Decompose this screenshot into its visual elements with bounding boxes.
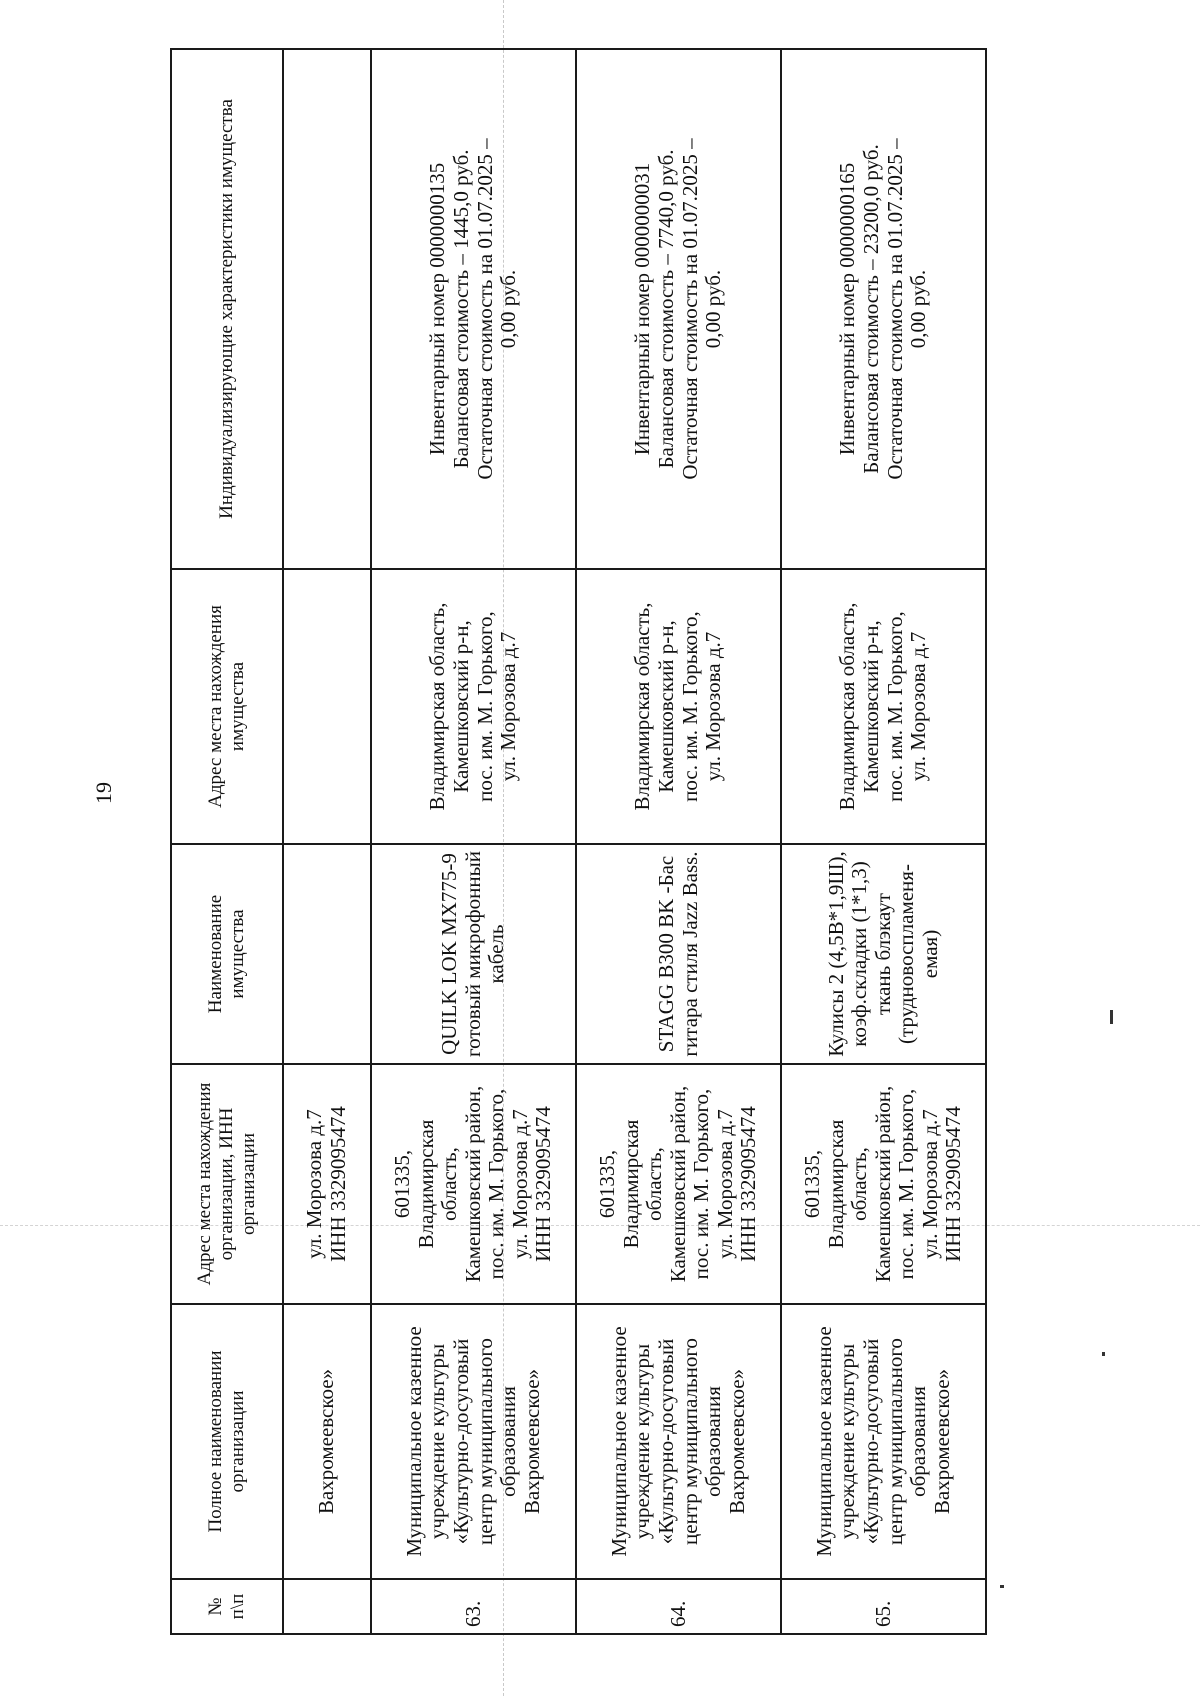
addr-line: область, [847,1147,872,1221]
cell-addr [283,1064,371,1304]
addr-line: Камешковский район, [870,1085,895,1283]
cell-characteristics [371,49,576,569]
addr-line: область, [642,1147,667,1221]
location-line: ул. Морозова д.7 [701,631,726,782]
cell-num: 63. [371,1579,576,1634]
header-addr: Адрес места нахождения организации, ИНН организации [171,1064,283,1304]
characteristics-line: Остаточная стоимость на 01.07.2025 – [472,138,497,480]
addr-line: Владимирская [413,1119,438,1249]
cell-org: Муниципальное казенное учреждение культуры «Культурно-досуговый центр муниципального образования Вахромеевское» [781,1304,986,1579]
characteristics-line: 0,00 руб. [701,269,726,349]
cell-characteristics [283,49,371,569]
characteristics-line: Балансовая стоимость – 7740,0 руб. [653,149,678,469]
location-line: Владимирская область, [425,602,450,811]
cell-num: 64. [576,1579,781,1634]
table-body [371,49,986,1634]
location-line: пос. им. М. Горького, [677,611,702,802]
addr-line: ИНН 3329095474 [326,1106,350,1262]
cell-org: Муниципальное казенное учреждение культуры «Культурно-досуговый центр муниципального образования Вахромеевское» [576,1304,781,1579]
location-line: ул. Морозова д.7 [906,631,931,782]
addr-line: пос. им. М. Горького, [689,1088,714,1280]
addr-line: пос. им. М. Горького, [484,1088,509,1280]
addr-line: область, [437,1147,462,1221]
rotated-table-container [170,50,985,1635]
cell-location [283,569,371,844]
characteristics-line: Балансовая стоимость – 23200,0 руб. [858,144,883,474]
header-characteristics: Индивидуализирующие характеристики имущества [171,49,283,569]
cell-location [576,569,781,844]
addr-line: Камешковский район, [665,1085,690,1283]
scan-speck [1000,1585,1004,1588]
addr-line: ул. Морозова д.7 [712,1109,737,1259]
page-number: 19 [91,782,116,804]
cell-name: Кулисы 2 (4,5В*1,9Ш), коэф.складки (1*1,3) ткань блэкаут (трудновоспламеня-емая) [781,844,986,1064]
cell-name: STAGG B300 BK -Бас гитара стиля Jazz Bass. [576,844,781,1064]
location-line: Владимирская область, [630,602,655,811]
header-name: Наименование имущества [171,844,283,1064]
header-num: № п\п [171,1579,283,1634]
addr-line: 601335, [595,1149,620,1219]
table-row-continuation [283,49,371,1634]
cell-addr [371,1064,576,1304]
cell-location [371,569,576,844]
addr-line: пос. им. М. Горького, [894,1088,919,1280]
cell-org: Муниципальное казенное учреждение культуры «Культурно-досуговый центр муниципального образования Вахромеевское» [371,1304,576,1579]
location-line: ул. Морозова д.7 [496,631,521,782]
cell-addr [781,1064,986,1304]
cell-addr [576,1064,781,1304]
cell-characteristics [576,49,781,569]
characteristics-line: Инвентарный номер 0000000135 [425,162,450,456]
characteristics-line: 0,00 руб. [906,269,931,349]
addr-line: ул. Морозова д.7 [917,1109,942,1259]
characteristics-line: Остаточная стоимость на 01.07.2025 – [882,138,907,480]
cell-characteristics [781,49,986,569]
addr-line: ул. Морозова д.7 [507,1109,532,1259]
location-line: пос. им. М. Горького, [882,611,907,802]
header-location: Адрес места нахождения имущества [171,569,283,844]
characteristics-line: Балансовая стоимость – 1445,0 руб. [448,149,473,469]
location-line: Камешковский р-н, [653,620,678,793]
location-line: Камешковский р-н, [448,620,473,793]
table-row [371,49,576,1634]
characteristics-line: Остаточная стоимость на 01.07.2025 – [677,138,702,480]
location-line: пос. им. М. Горького, [472,611,497,802]
cell-location [781,569,986,844]
characteristics-line: Инвентарный номер 0000000031 [630,162,655,456]
table-row [576,49,781,1634]
addr-line: 601335, [390,1149,415,1219]
addr-line: Камешковский район, [460,1085,485,1283]
cell-name [283,844,371,1064]
property-table [170,48,987,1635]
addr-line: Владимирская [823,1119,848,1249]
addr-line: ИНН 3329095474 [736,1106,761,1262]
addr-line: 601335, [800,1149,825,1219]
addr-line: Владимирская [618,1119,643,1249]
characteristics-line: Инвентарный номер 0000000165 [835,162,860,456]
cell-name: QUILK LOK MX775-9 готовый микрофонный кабель [371,844,576,1064]
cell-num [283,1579,371,1634]
location-line: Камешковский р-н, [858,620,883,793]
table-row [781,49,986,1634]
addr-line: ИНН 3329095474 [941,1106,966,1262]
cell-org: Вахромеевское» [283,1304,371,1579]
scan-speck [1102,1352,1105,1356]
table-header-row [171,49,283,1634]
scan-speck [1110,1010,1113,1024]
characteristics-line: 0,00 руб. [496,269,521,349]
location-line: Владимирская область, [835,602,860,811]
cell-num: 65. [781,1579,986,1634]
addr-line: ИНН 3329095474 [531,1106,556,1262]
addr-line: ул. Морозова д.7 [302,1109,327,1259]
header-org: Полное наименовании организации [171,1304,283,1579]
